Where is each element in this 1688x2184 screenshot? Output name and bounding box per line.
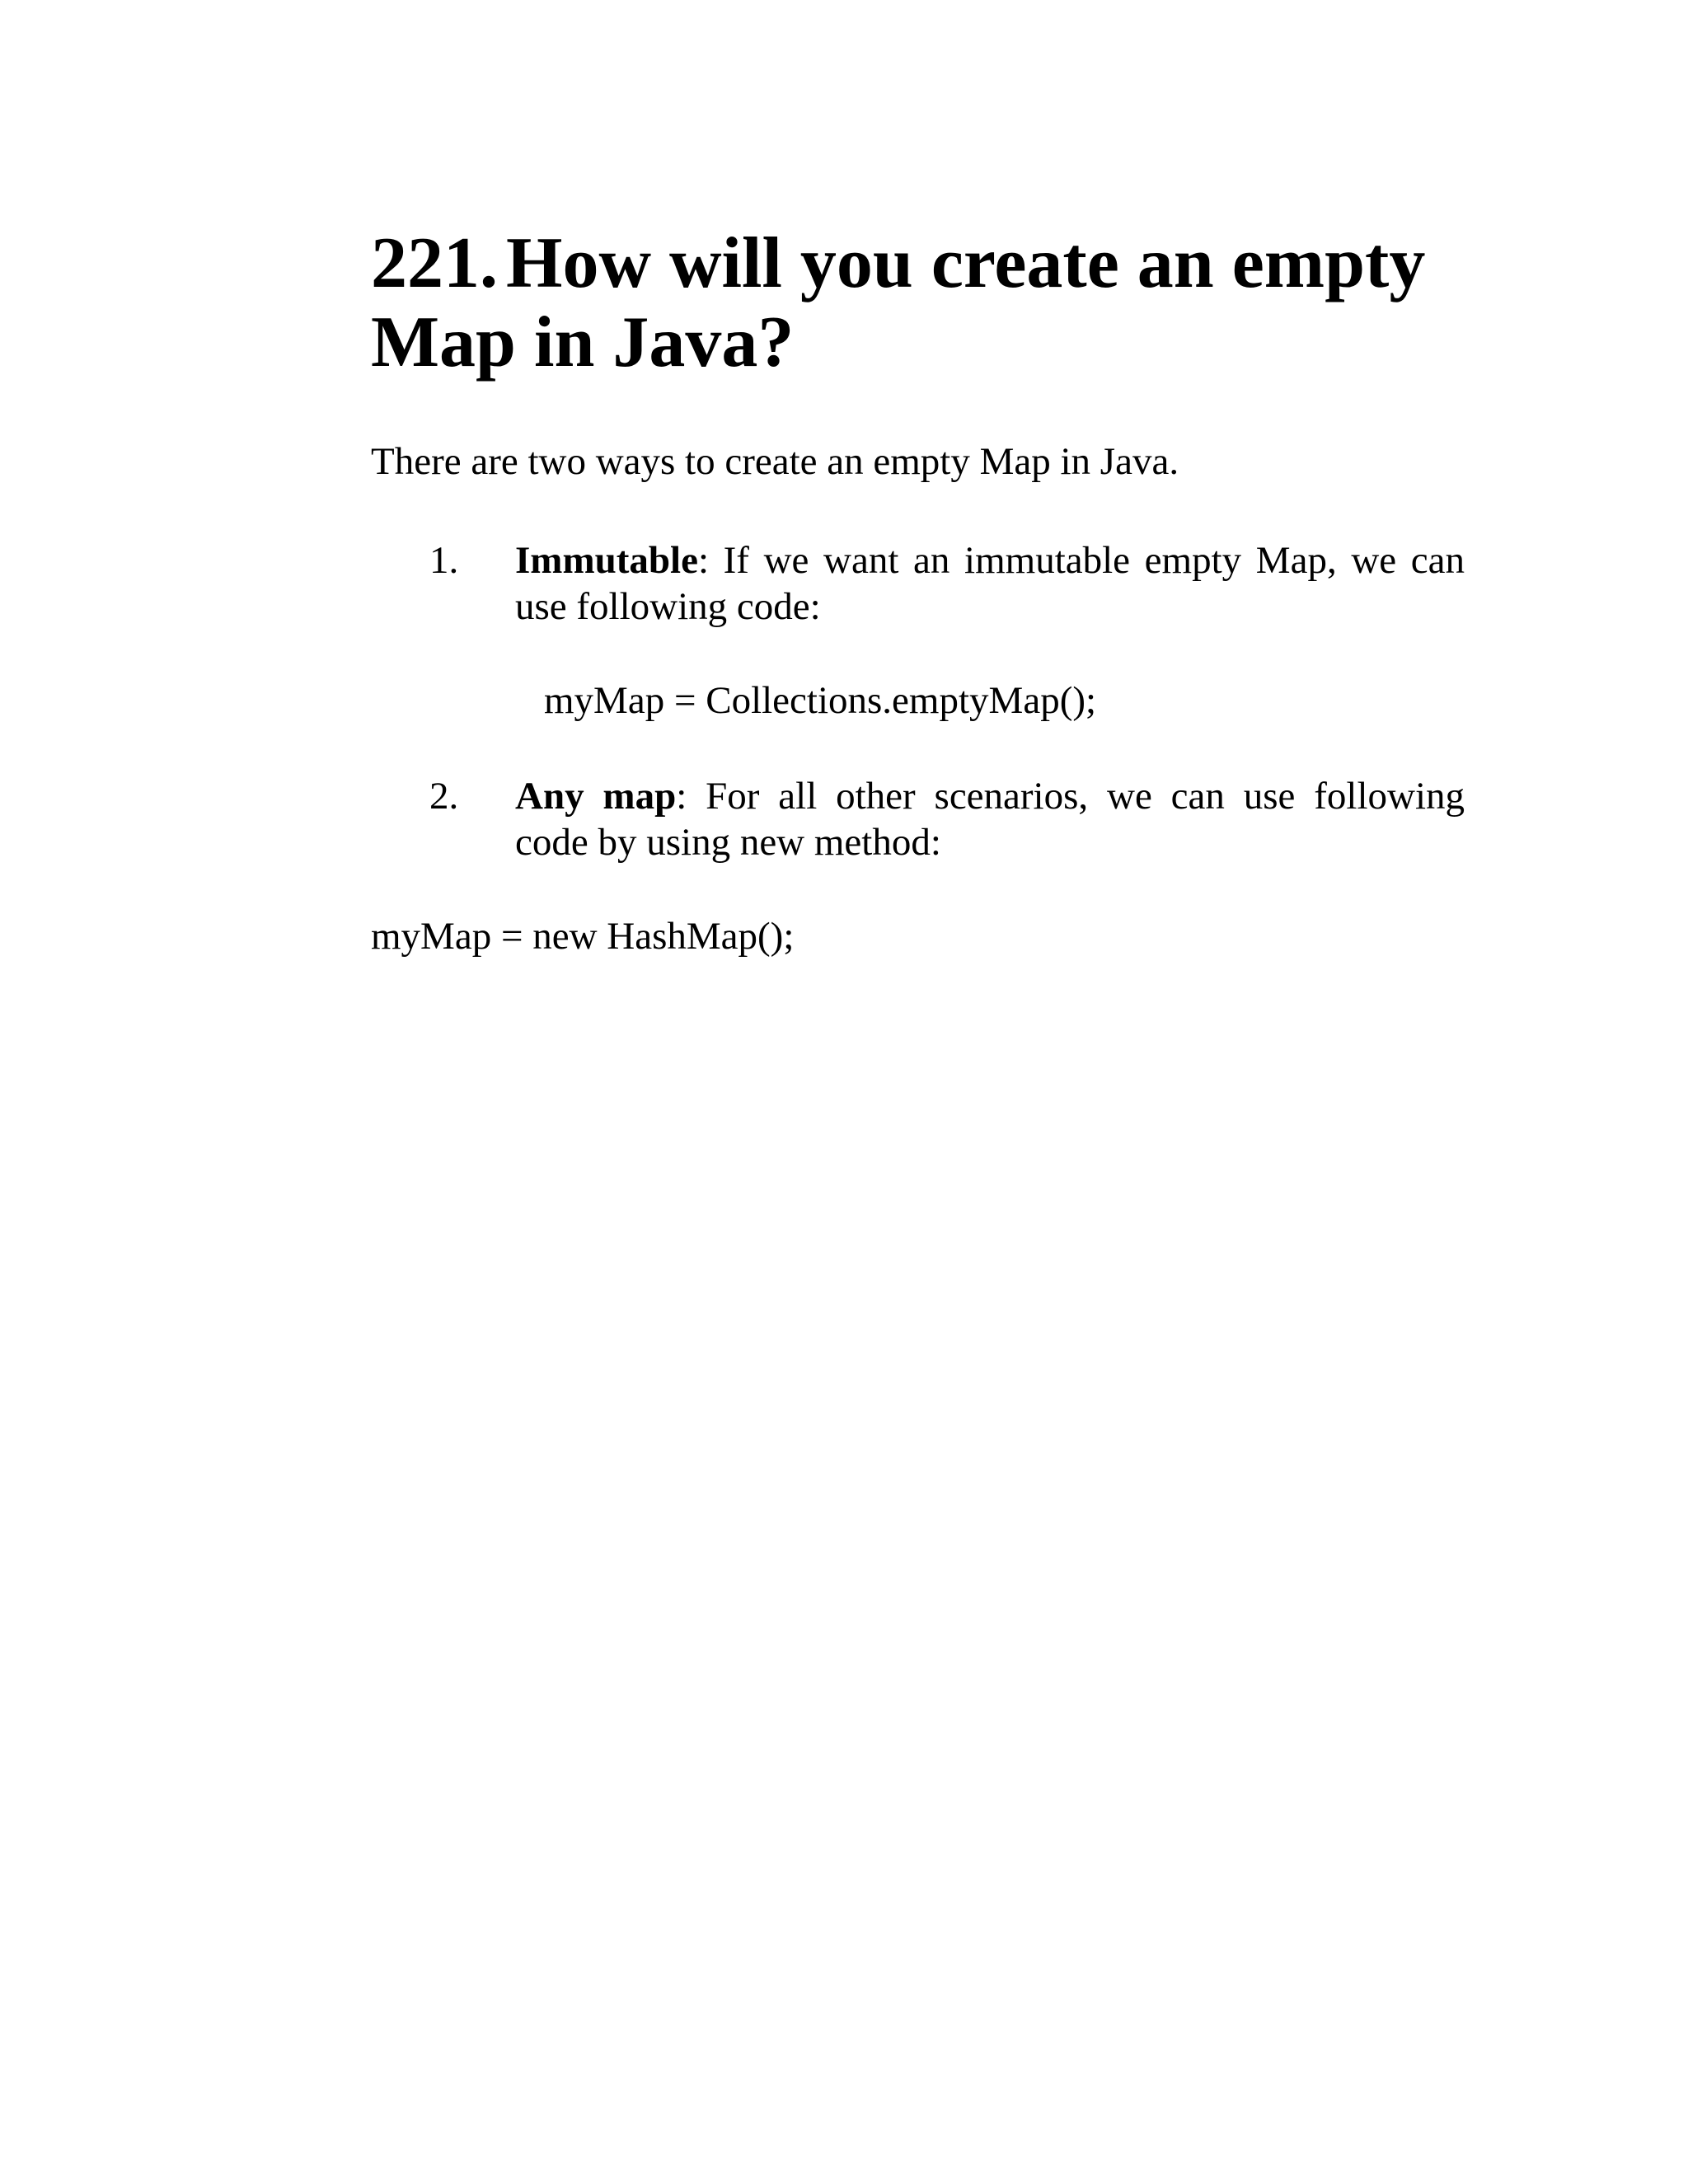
- list-item-body-1: : If we want an immutable empty Map, we can use following code:: [515, 539, 1465, 628]
- list-item-text-2: [515, 773, 1465, 865]
- list-item-term-2: Any map: [515, 775, 677, 818]
- page-title: [371, 224, 1525, 382]
- list-item-term-1: Immutable: [515, 539, 698, 582]
- code-line-hashmap: myMap = new HashMap();: [371, 915, 795, 958]
- list-item-body-2: : For all other scenarios, we can use following code by using new method:: [515, 775, 1465, 864]
- question-number: 221.: [371, 223, 498, 303]
- list-item-number-2: 2.: [429, 775, 459, 818]
- list-item-number-1: 1.: [429, 539, 459, 582]
- code-line-empty-map: myMap = Collections.emptyMap();: [544, 679, 1097, 722]
- question-title: How will you create an empty Map in Java?: [371, 223, 1426, 382]
- list-item-text-1: [515, 537, 1465, 630]
- intro-paragraph: There are two ways to create an empty Map in Java.: [371, 440, 1179, 483]
